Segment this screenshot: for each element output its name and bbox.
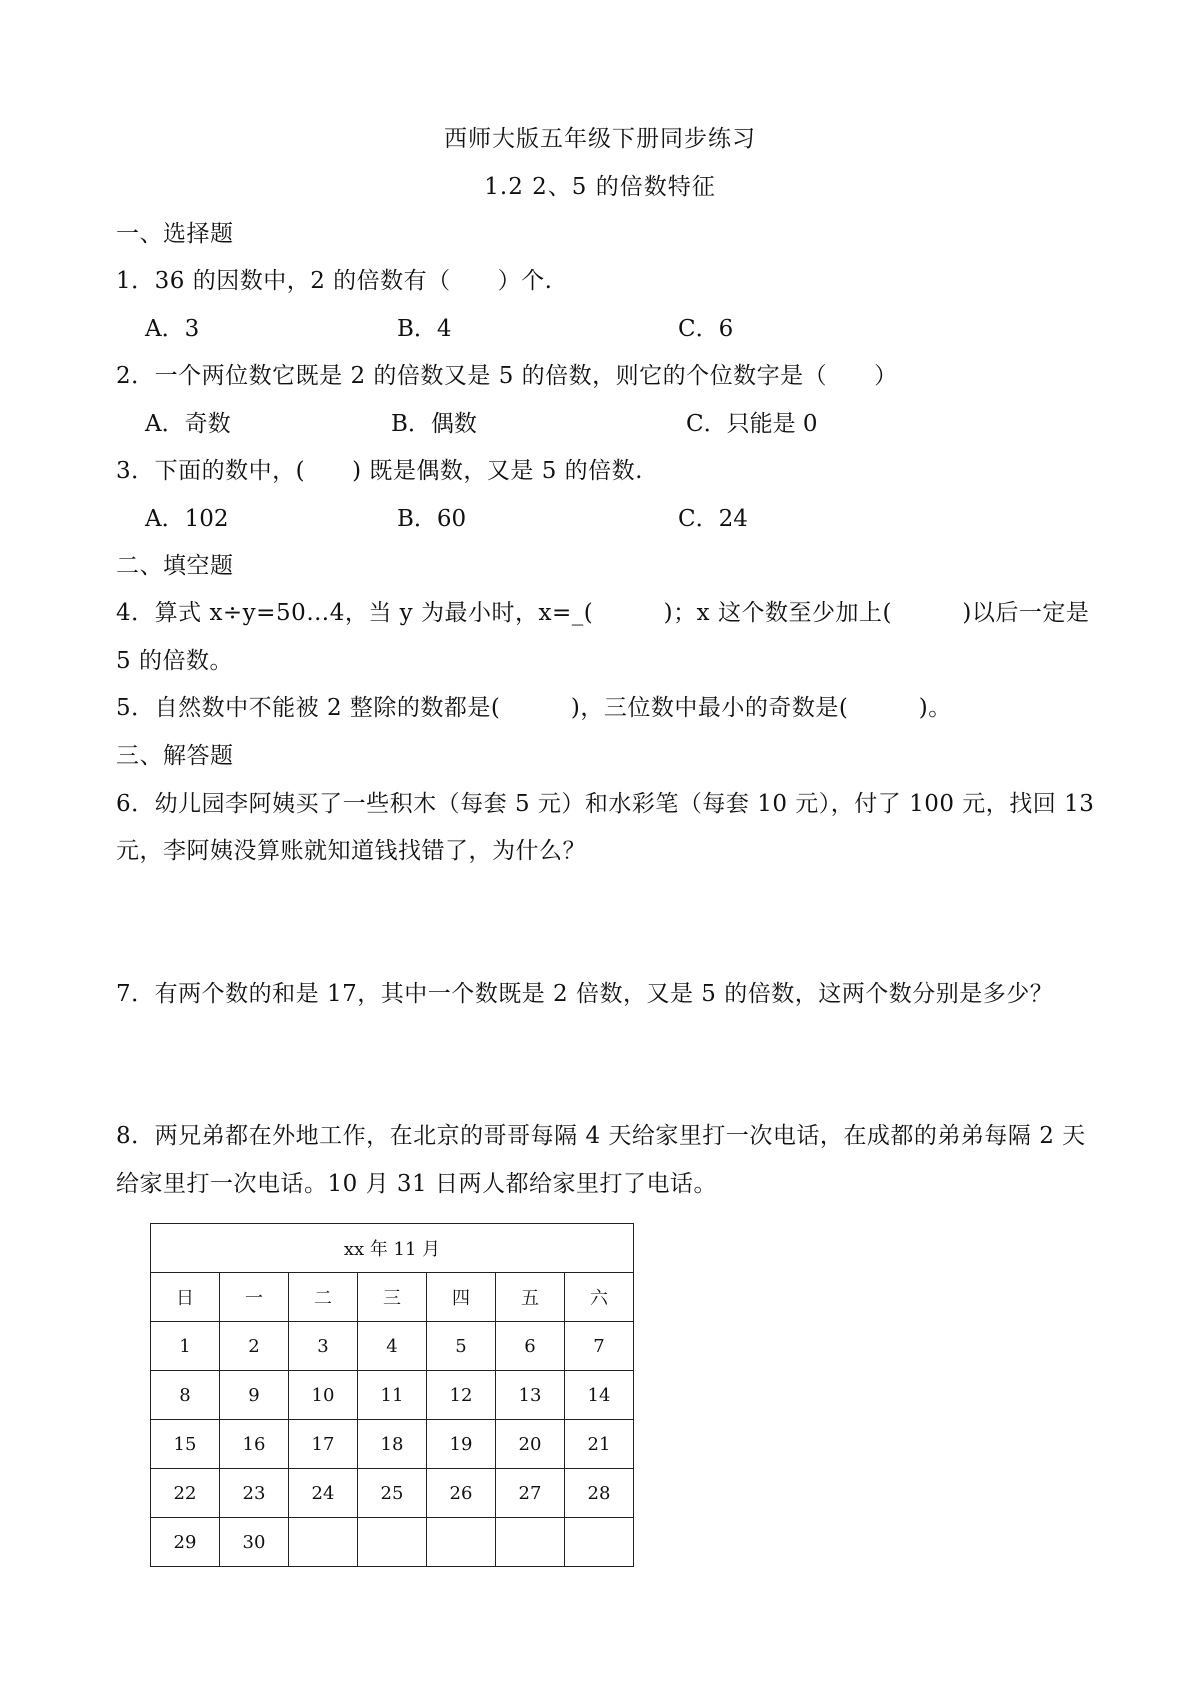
day-cell: [565, 1518, 634, 1567]
question-5: 5．自然数中不能被 2 整除的数都是( )，三位数中最小的奇数是( )。: [116, 695, 952, 721]
day-cell: 26: [427, 1469, 496, 1518]
weekday-cell: 三: [358, 1273, 427, 1322]
day-cell: 14: [565, 1371, 634, 1420]
q1-option-c: C．6: [678, 316, 734, 342]
day-cell: 12: [427, 1371, 496, 1420]
calendar-week-row: [151, 1518, 634, 1567]
day-cell: 18: [358, 1420, 427, 1469]
question-4-line-1: 4．算式 x÷y=50…4，当 y 为最小时，x=_( )；x 这个数至少加上( )以后一定是: [116, 600, 1090, 626]
calendar-weekday-row: [151, 1273, 634, 1322]
q3-option-c: C．24: [678, 506, 748, 532]
day-cell: 10: [289, 1371, 358, 1420]
calendar-title: xx 年 11 月: [151, 1224, 634, 1273]
day-cell: 4: [358, 1322, 427, 1371]
question-4-line-2: 5 的倍数。: [116, 648, 233, 674]
day-cell: 16: [220, 1420, 289, 1469]
day-cell: 17: [289, 1420, 358, 1469]
day-cell: 24: [289, 1469, 358, 1518]
question-8-line-2: 给家里打一次电话。10 月 31 日两人都给家里打了电话。: [116, 1171, 717, 1197]
section-heading-answer: 三、解答题: [116, 743, 234, 769]
question-6-line-1: 6．幼儿园李阿姨买了一些积木（每套 5 元）和水彩笔（每套 10 元），付了 100 元，找回 13: [116, 791, 1095, 817]
day-cell: 6: [496, 1322, 565, 1371]
question-8-line-1: 8．两兄弟都在外地工作，在北京的哥哥每隔 4 天给家里打一次电话，在成都的弟弟每隔 2 天: [116, 1123, 1086, 1149]
q3-option-b: B．60: [397, 506, 467, 532]
day-cell: 19: [427, 1420, 496, 1469]
question-3: 3．下面的数中，( ) 既是偶数，又是 5 的倍数.: [116, 458, 643, 484]
day-cell: 23: [220, 1469, 289, 1518]
day-cell: 9: [220, 1371, 289, 1420]
q2-option-a: A．奇数: [145, 411, 231, 437]
day-cell: [289, 1518, 358, 1567]
section-heading-choice: 一、选择题: [116, 221, 234, 247]
calendar-week-row: [151, 1420, 634, 1469]
day-cell: 25: [358, 1469, 427, 1518]
question-1: 1．36 的因数中，2 的倍数有（ ）个.: [116, 268, 553, 294]
page-title: 西师大版五年级下册同步练习: [444, 126, 756, 152]
q1-option-a: A．3: [145, 316, 200, 342]
weekday-cell: 日: [151, 1273, 220, 1322]
q2-option-c: C．只能是 0: [686, 411, 818, 437]
weekday-cell: 六: [565, 1273, 634, 1322]
weekday-cell: 五: [496, 1273, 565, 1322]
q1-option-b: B．4: [397, 316, 452, 342]
day-cell: 2: [220, 1322, 289, 1371]
question-2: 2．一个两位数它既是 2 的倍数又是 5 的倍数，则它的个位数字是（ ）: [116, 363, 898, 389]
day-cell: 3: [289, 1322, 358, 1371]
day-cell: 13: [496, 1371, 565, 1420]
day-cell: 21: [565, 1420, 634, 1469]
day-cell: 15: [151, 1420, 220, 1469]
day-cell: [358, 1518, 427, 1567]
day-cell: 27: [496, 1469, 565, 1518]
q3-option-a: A．102: [145, 506, 229, 532]
day-cell: 8: [151, 1371, 220, 1420]
day-cell: 20: [496, 1420, 565, 1469]
calendar-table: [150, 1223, 634, 1567]
day-cell: 29: [151, 1518, 220, 1567]
day-cell: 28: [565, 1469, 634, 1518]
calendar-week-row: [151, 1322, 634, 1371]
day-cell: [496, 1518, 565, 1567]
calendar-week-row: [151, 1371, 634, 1420]
question-6-line-2: 元，李阿姨没算账就知道钱找错了，为什么？: [116, 838, 586, 864]
weekday-cell: 一: [220, 1273, 289, 1322]
day-cell: 5: [427, 1322, 496, 1371]
weekday-cell: 四: [427, 1273, 496, 1322]
calendar-title-row: [151, 1224, 634, 1273]
day-cell: 1: [151, 1322, 220, 1371]
page-subtitle: 1.2 2、5 的倍数特征: [484, 174, 716, 200]
day-cell: 22: [151, 1469, 220, 1518]
day-cell: 7: [565, 1322, 634, 1371]
section-heading-fill: 二、填空题: [116, 553, 234, 579]
day-cell: 11: [358, 1371, 427, 1420]
weekday-cell: 二: [289, 1273, 358, 1322]
day-cell: [427, 1518, 496, 1567]
calendar-week-row: [151, 1469, 634, 1518]
question-7: 7．有两个数的和是 17，其中一个数既是 2 倍数，又是 5 的倍数，这两个数分别是多少？: [116, 981, 1054, 1007]
day-cell: 30: [220, 1518, 289, 1567]
q2-option-b: B．偶数: [391, 411, 477, 437]
